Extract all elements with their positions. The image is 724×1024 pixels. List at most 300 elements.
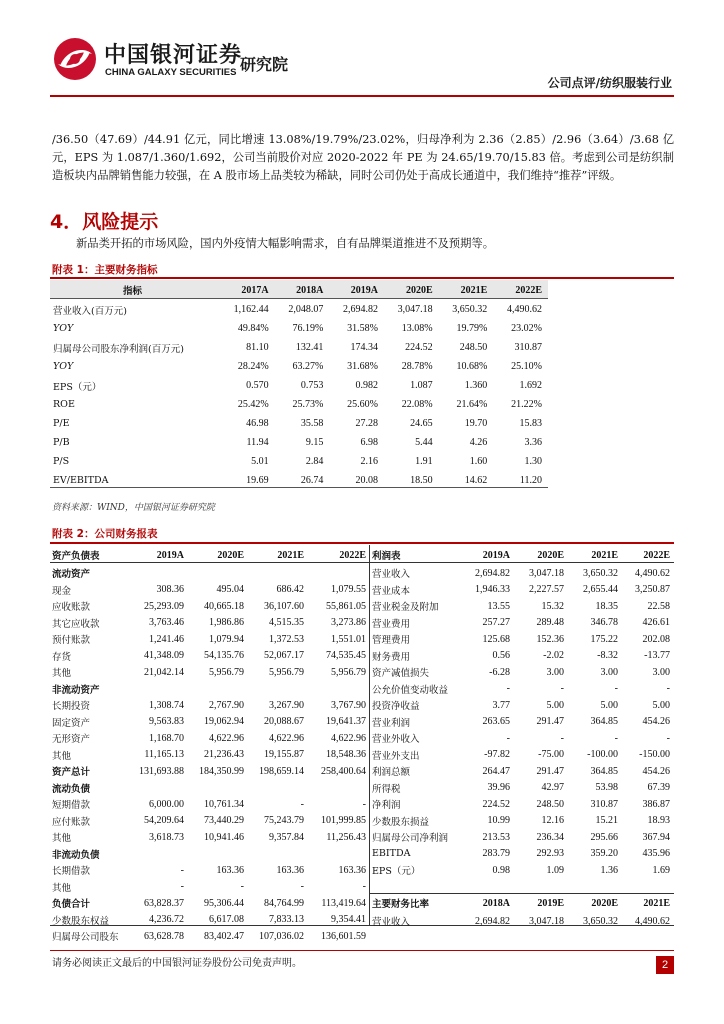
table-cell (130, 846, 188, 863)
table-cell: 175.22 (590, 633, 618, 645)
table-cell: 3,047.18 (529, 915, 564, 927)
section-title: 4．风险提示 (50, 211, 159, 233)
table-cell: 263.65 (482, 716, 510, 728)
table-row (50, 395, 548, 414)
table-cell: 289.48 (536, 617, 564, 629)
table-cell (188, 565, 248, 582)
table-cell: 198,659.14 (259, 765, 304, 777)
financial-ratio-table (370, 893, 674, 930)
table-row (50, 414, 548, 433)
table-cell: 15.83 (519, 418, 542, 429)
table-cell: 367.94 (642, 831, 670, 843)
table-cell: 13.08% (401, 323, 433, 334)
row-label: 流动资产 (52, 569, 91, 581)
row-label: 营业外收入 (372, 734, 420, 746)
table-row (50, 338, 548, 357)
table-cell: 21,236.43 (204, 749, 244, 761)
table-cell (130, 681, 188, 698)
table-cell: 25.42% (237, 399, 269, 410)
table-cell: 5.01 (251, 456, 269, 467)
table-cell: 11.94 (246, 437, 269, 448)
table-cell: - (362, 798, 366, 810)
table-cell: 42.97 (541, 782, 564, 794)
table-cell: 53.98 (595, 782, 618, 794)
table-cell: 2,048.07 (288, 304, 324, 315)
row-label: 无形资产 (52, 734, 91, 746)
table-row (50, 615, 370, 632)
table-row (50, 862, 370, 879)
table-cell: 1.36 (600, 864, 618, 876)
table-cell (248, 780, 308, 797)
table-row (50, 565, 370, 582)
table-cell: 386.87 (642, 798, 670, 810)
table-cell: 202.08 (642, 633, 670, 645)
table-cell: 25.10% (511, 361, 542, 372)
table-cell: 49.84% (237, 323, 269, 334)
table-cell: 9.15 (305, 437, 324, 448)
table-cell: 3,650.32 (583, 567, 618, 579)
row-label: 其它应收款 (52, 618, 100, 630)
row-label: 其他 (52, 882, 72, 894)
table-cell: -6.28 (489, 666, 510, 678)
column-header: 2018A (296, 284, 324, 296)
table-cell: 1,079.94 (209, 633, 244, 645)
table-cell: 257.27 (482, 617, 510, 629)
table-row (370, 565, 674, 582)
column-header: 2020E (591, 897, 618, 909)
table-cell: 18,548.36 (326, 749, 366, 761)
table-row (50, 714, 370, 731)
row-label: 营业税金及附加 (372, 602, 439, 614)
table-cell: 495.04 (216, 584, 244, 596)
table-cell: 184,350.99 (199, 765, 244, 777)
table-cell: 364.85 (590, 716, 618, 728)
table-cell: 3.00 (652, 666, 670, 678)
table-cell: 236.34 (536, 831, 564, 843)
table-cell: 152.36 (536, 633, 564, 645)
row-label: YOY (53, 323, 74, 334)
row-label: 长期投资 (52, 701, 91, 713)
table-cell: 24.65 (410, 418, 433, 429)
table-cell: 52,067.17 (264, 650, 304, 662)
table-cell: 131,693.88 (139, 765, 184, 777)
row-label: YOY (53, 361, 74, 372)
row-label: 归属母公司股东 (52, 932, 119, 944)
column-header: 2022E (515, 284, 542, 296)
table-cell: - (560, 683, 564, 695)
table-cell: 95,306.44 (204, 897, 244, 909)
table-cell: 248.50 (536, 798, 564, 810)
table-row (370, 697, 674, 714)
table2-top-rule (50, 542, 674, 544)
table-cell: 2,655.44 (583, 584, 618, 596)
table-cell: 346.78 (590, 617, 618, 629)
table-cell: 224.52 (482, 798, 510, 810)
table-cell: 2,767.90 (209, 699, 244, 711)
table-cell: 4,236.72 (149, 914, 184, 926)
table-cell (308, 780, 370, 797)
table-row (50, 664, 370, 681)
header-divider (50, 95, 674, 97)
table-cell: 19.70 (464, 418, 488, 429)
table-cell: 35.58 (300, 418, 324, 429)
table-cell: 67.39 (647, 782, 670, 794)
row-label: 净利润 (372, 800, 401, 812)
table-cell: 40,665.18 (204, 600, 244, 612)
galaxy-logo-icon (52, 36, 98, 82)
financial-indicators-table (50, 280, 548, 490)
table-cell: 101,999.85 (321, 815, 366, 827)
table-cell: 1,168.70 (149, 732, 184, 744)
table-cell: 19.69 (246, 475, 269, 486)
table-row (50, 631, 370, 648)
table-cell (308, 681, 370, 698)
table-cell: 3.36 (524, 437, 542, 448)
table-cell: 3,650.32 (583, 915, 618, 927)
table-cell: - (180, 864, 184, 876)
table-row (50, 763, 370, 780)
table-cell: 1,946.33 (475, 584, 510, 596)
column-header: 2019A (350, 284, 378, 296)
table-cell: 19,155.87 (264, 749, 304, 761)
row-label: P/B (53, 437, 70, 448)
table-cell: 5,956.79 (331, 666, 366, 678)
row-label: 其他 (52, 833, 72, 845)
table-cell: 113,419.64 (321, 897, 366, 909)
table-cell: 107,036.02 (259, 930, 304, 942)
table1-top-rule (50, 277, 674, 279)
table-cell: 5,956.79 (209, 666, 244, 678)
table-cell: 14.62 (464, 475, 488, 486)
table-cell: 1,308.74 (149, 699, 184, 711)
table-cell: - (362, 881, 366, 893)
footer-disclaimer: 请务必阅读正文最后的中国银河证券股份公司免责声明。 (52, 958, 302, 969)
table-row (370, 813, 674, 830)
table-row (50, 598, 370, 615)
table-cell: 10,941.46 (204, 831, 244, 843)
table-row (50, 813, 370, 830)
table-header-row (50, 545, 370, 565)
table-cell: 2.16 (360, 456, 378, 467)
table-cell: 5.00 (546, 699, 564, 711)
row-label: 非流动资产 (52, 684, 100, 696)
table-cell: 435.96 (642, 848, 670, 860)
table-cell: 163.36 (216, 864, 244, 876)
row-label: P/S (53, 456, 70, 467)
table-cell: 224.52 (405, 342, 433, 353)
table-cell (188, 780, 248, 797)
table-cell: 83,402.47 (204, 930, 244, 942)
table-cell: 2,694.82 (475, 915, 510, 927)
table-cell: - (300, 881, 304, 893)
column-header: 指标 (122, 286, 142, 297)
table-cell: - (666, 683, 670, 695)
table-cell: 54,209.64 (144, 815, 184, 827)
table-cell: -150.00 (639, 749, 670, 761)
table-cell: 3,267.90 (269, 699, 304, 711)
row-label: 营业费用 (372, 618, 411, 630)
table-cell: 19.79% (456, 323, 488, 334)
table-cell: -8.32 (597, 650, 618, 662)
table-cell: 11,256.43 (326, 831, 366, 843)
table-header-row (370, 893, 674, 913)
table-cell: 19,641.37 (326, 716, 366, 728)
row-label: 其他 (52, 750, 72, 762)
table-row (50, 829, 370, 846)
column-header: 2019A (482, 549, 510, 561)
column-header: 2022E (339, 549, 366, 561)
table-cell: 1.91 (415, 456, 433, 467)
table-cell: 308.36 (156, 584, 184, 596)
table-cell: 18.50 (410, 475, 433, 486)
row-label: EPS（元） (53, 381, 102, 393)
brand-name-en: CHINA GALAXY SECURITIES (105, 67, 237, 78)
table-cell: 5.00 (652, 699, 670, 711)
table-cell: 63,828.37 (144, 897, 184, 909)
table-cell: 3.00 (546, 666, 564, 678)
table-cell: 213.53 (482, 831, 510, 843)
risk-paragraph: 新品类开拓的市场风险，国内外疫情大幅影响需求，自有品牌渠道推进不及预期等。 (76, 237, 494, 250)
table-cell: 0.98 (492, 864, 510, 876)
table-cell (188, 846, 248, 863)
footer-divider (50, 950, 674, 951)
table-cell: 22.58 (647, 600, 670, 612)
table-cell: 1.69 (652, 864, 670, 876)
table-cell: 686.42 (276, 584, 304, 596)
table-row (370, 763, 674, 780)
table-cell: 36,107.60 (264, 600, 304, 612)
table-cell: - (240, 881, 244, 893)
table-cell: 25.60% (347, 399, 378, 410)
table-cell: 3.77 (492, 699, 510, 711)
table-cell: 2,694.82 (475, 567, 510, 579)
table-cell: 310.87 (590, 798, 618, 810)
row-label: 归属母公司股东净利润(百万元) (53, 343, 184, 355)
table1-bottom-rule (50, 487, 548, 488)
table-cell: 4,622.96 (209, 732, 244, 744)
table-cell: -75.00 (538, 749, 564, 761)
column-header: 主要财务比率 (372, 899, 430, 910)
row-label: 利润总额 (372, 767, 411, 779)
table-row (370, 664, 674, 681)
table1-source: 资料来源：WIND，中国银河证券研究院 (52, 503, 215, 513)
table-cell: 5.44 (415, 437, 433, 448)
table-cell: 163.36 (338, 864, 366, 876)
table-cell: 3,250.87 (635, 584, 670, 596)
row-label: 其他 (52, 668, 72, 680)
table-cell: 1,241.46 (149, 633, 184, 645)
table-cell: 1.087 (410, 380, 433, 391)
table-cell: 25,293.09 (144, 600, 184, 612)
table-cell: 0.570 (246, 380, 269, 391)
row-label: 营业外支出 (372, 750, 420, 762)
table-cell: 4,490.62 (635, 915, 670, 927)
table-cell: 163.36 (276, 864, 304, 876)
table-cell: 1,551.01 (331, 633, 366, 645)
table-row (50, 895, 370, 912)
table-cell: 1,079.55 (331, 584, 366, 596)
table-cell: 0.56 (492, 650, 510, 662)
table-row (50, 376, 548, 395)
row-label: 流动负债 (52, 783, 91, 795)
row-label: 归属母公司净利润 (372, 833, 449, 845)
table-row (50, 582, 370, 599)
table-cell: 54,135.76 (204, 650, 244, 662)
row-label: 投资净收益 (372, 701, 420, 713)
row-label: 存货 (52, 651, 72, 663)
column-header: 2020E (217, 549, 244, 561)
table-row (50, 928, 370, 945)
row-label: 营业收入(百万元) (53, 305, 127, 317)
table-cell: 10,761.34 (204, 798, 244, 810)
table-cell: 18.35 (595, 600, 618, 612)
table-row (50, 780, 370, 797)
table-row (50, 357, 548, 376)
row-label: 营业收入 (372, 917, 411, 929)
table-cell: 84,764.99 (264, 897, 304, 909)
row-label: 负债合计 (52, 899, 91, 911)
table-cell: 454.26 (642, 716, 670, 728)
column-header: 2020E (537, 549, 564, 561)
report-type: 公司点评/纺织服装行业 (547, 76, 672, 90)
table-cell: 125.68 (482, 633, 510, 645)
table-cell: 7,833.13 (269, 914, 304, 926)
table-cell: 364.85 (590, 765, 618, 777)
table-cell: - (300, 798, 304, 810)
table-row (50, 697, 370, 714)
table-cell: 1.360 (464, 380, 488, 391)
table-row (370, 829, 674, 846)
table-cell: - (180, 881, 184, 893)
row-label: 长期借款 (52, 866, 91, 878)
table-cell: 264.47 (482, 765, 510, 777)
table-cell: 174.34 (350, 342, 378, 353)
table-cell: 46.98 (246, 418, 269, 429)
intro-paragraph: /36.50（47.69）/44.91 亿元，同比增速 13.08%/19.79%/23.02%，归母净利为 2.36（2.85）/2.96（3.64）/3.68 亿元，EPS 为 1.087/1.360/1.692，公司当前股价对应 2020-2022 年 PE 为 24.65/19.70/15.83 倍。考虑到公司是纺织制造板块内品牌销售能力较强，在 A 股市场上品类较为稀缺，同时公司仍处于高成长通道中，我们维持“推荐”评级。 (52, 133, 674, 182)
table-cell: 28.78% (401, 361, 433, 372)
column-header: 2021E (460, 284, 488, 296)
table-cell: 13.55 (487, 600, 510, 612)
row-label: 公允价值变动收益 (372, 684, 449, 696)
table-cell: 295.66 (590, 831, 618, 843)
table-cell (308, 846, 370, 863)
table-cell: 1.09 (546, 864, 564, 876)
table-cell: 2,227.57 (529, 584, 564, 596)
table-cell: 12.16 (541, 815, 564, 827)
row-label: ROE (53, 399, 75, 410)
table-cell: 15.32 (541, 600, 564, 612)
table-cell: - (560, 732, 564, 744)
table-cell: 5.00 (600, 699, 618, 711)
table-cell: - (506, 683, 510, 695)
column-header: 2021E (591, 549, 618, 561)
table-cell: 2.84 (305, 456, 324, 467)
table-row (50, 846, 370, 863)
row-label: 现金 (52, 585, 72, 597)
table-cell: 81.10 (246, 342, 269, 353)
table-cell: -100.00 (587, 749, 618, 761)
column-header: 2020E (405, 284, 433, 296)
table-cell: 10.68% (456, 361, 488, 372)
table-cell: 39.96 (487, 782, 510, 794)
table-cell: 11.20 (519, 475, 542, 486)
table-cell: 3,047.18 (529, 567, 564, 579)
table-cell: 3.00 (600, 666, 618, 678)
table-cell: 4,622.96 (331, 732, 366, 744)
table-cell (248, 681, 308, 698)
table-cell: -2.02 (543, 650, 564, 662)
table-cell: 0.753 (300, 380, 324, 391)
table-cell: 4,622.96 (269, 732, 304, 744)
row-label: 资产减值损失 (372, 668, 430, 680)
table-row (370, 681, 674, 698)
table-cell: 21,042.14 (144, 666, 184, 678)
table-row (370, 796, 674, 813)
table-row (50, 730, 370, 747)
table-cell (248, 565, 308, 582)
table-cell: - (614, 683, 618, 695)
page-number: 2 (656, 956, 674, 974)
balance-sheet-table (50, 545, 370, 945)
table2-caption: 附表 2：公司财务报表 (52, 528, 158, 540)
table-cell: 359.20 (590, 848, 618, 860)
row-label: 预付账款 (52, 635, 91, 647)
table-cell: 3,763.46 (149, 617, 184, 629)
table-cell: 31.58% (347, 323, 378, 334)
row-label: EBITDA (372, 848, 411, 860)
row-label: 应付账款 (52, 816, 91, 828)
table-cell: 283.79 (482, 848, 510, 860)
table-cell: 292.93 (536, 848, 564, 860)
table-cell: 31.68% (347, 361, 378, 372)
row-label: 管理费用 (372, 635, 411, 647)
table-cell: 6,000.00 (149, 798, 184, 810)
table-cell: 9,357.84 (269, 831, 304, 843)
table-cell: 258,400.64 (321, 765, 366, 777)
table-row (50, 681, 370, 698)
row-label: 非流动负债 (52, 849, 100, 861)
table-cell: 15.21 (595, 815, 618, 827)
table-cell: 27.28 (355, 418, 378, 429)
column-header: 2019A (156, 549, 184, 561)
division-label: 研究院 (240, 55, 289, 74)
table-row (370, 780, 674, 797)
table-row (370, 631, 674, 648)
table-cell: 3,767.90 (331, 699, 366, 711)
table-cell: 310.87 (514, 342, 542, 353)
table-cell: 75,243.79 (264, 815, 304, 827)
table-row (370, 913, 674, 930)
column-header: 2021E (643, 897, 670, 909)
table-row (370, 747, 674, 764)
table-cell: 63,628.78 (144, 930, 184, 942)
row-label: 资产总计 (52, 767, 91, 779)
table-cell: 454.26 (642, 765, 670, 777)
table-cell: 1,372.53 (269, 633, 304, 645)
table-cell: 41,348.09 (144, 650, 184, 662)
table-cell: 21.64% (456, 399, 488, 410)
table-cell: 4,490.62 (507, 304, 542, 315)
table-cell: 0.982 (355, 380, 378, 391)
table-cell: 1.60 (469, 456, 488, 467)
row-label: 所得税 (372, 783, 401, 795)
table-cell: 9,354.41 (331, 914, 366, 926)
table-cell (248, 846, 308, 863)
column-header: 2018A (482, 897, 510, 909)
column-header: 2019E (537, 897, 564, 909)
table-cell: 3,047.18 (397, 304, 433, 315)
column-header: 资产负债表 (52, 551, 100, 562)
